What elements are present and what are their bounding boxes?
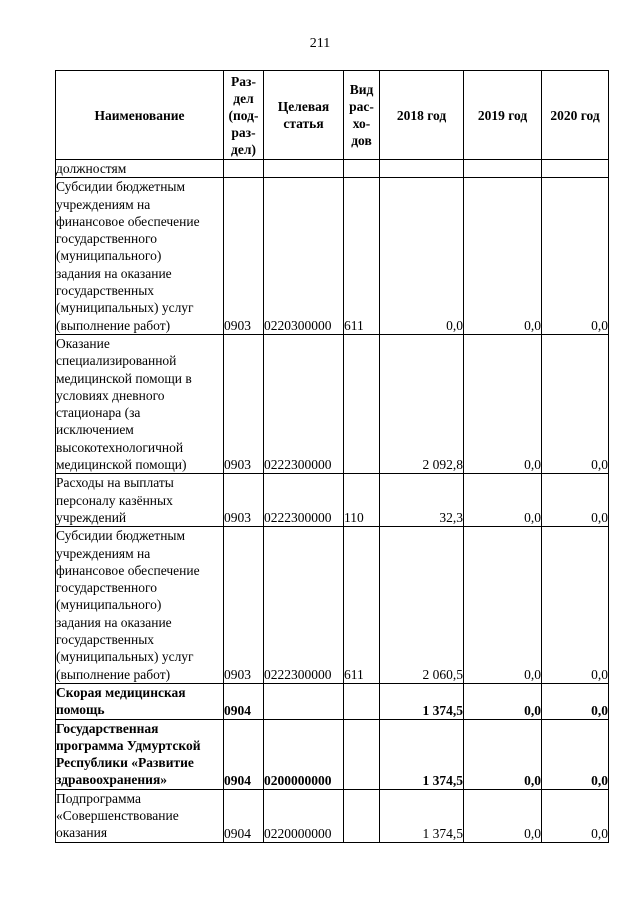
row-2018: 32,3 — [380, 474, 464, 527]
row-type: 611 — [344, 527, 380, 684]
row-name: Подпрограмма «Совершенствование оказания — [56, 789, 224, 842]
row-type — [344, 334, 380, 473]
row-2020: 0,0 — [542, 474, 609, 527]
row-section — [224, 160, 264, 178]
row-2019: 0,0 — [464, 789, 542, 842]
row-target — [264, 160, 344, 178]
table-row — [56, 474, 609, 527]
row-2019: 0,0 — [464, 719, 542, 789]
table-row — [56, 789, 609, 842]
page-number: 211 — [309, 36, 331, 51]
table-row — [56, 178, 609, 335]
row-type — [344, 683, 380, 719]
header-2019: 2019 год — [464, 71, 542, 160]
header-section: Раз- дел (под- раз- дел) — [224, 71, 264, 160]
table-row — [56, 527, 609, 684]
header-2018: 2018 год — [380, 71, 464, 160]
row-section: 0903 — [224, 178, 264, 335]
row-section: 0904 — [224, 719, 264, 789]
row-2018: 1 374,5 — [380, 789, 464, 842]
row-2019: 0,0 — [464, 683, 542, 719]
row-2018: 2 092,8 — [380, 334, 464, 473]
row-type — [344, 719, 380, 789]
row-target: 0222300000 — [264, 474, 344, 527]
row-2019: 0,0 — [464, 527, 542, 684]
header-type: Вид рас- хо- дов — [344, 71, 380, 160]
row-name: Расходы на выплаты персоналу казённых учреждений — [56, 474, 224, 527]
row-type — [344, 160, 380, 178]
row-2018: 1 374,5 — [380, 683, 464, 719]
header-2020: 2020 год — [542, 71, 609, 160]
row-2020: 0,0 — [542, 683, 609, 719]
row-2019: 0,0 — [464, 334, 542, 473]
row-target: 0200000000 — [264, 719, 344, 789]
table-row — [56, 160, 609, 178]
row-2018: 0,0 — [380, 178, 464, 335]
row-name: Государственная программа Удмуртской Республики «Развитие здравоохранения» — [56, 719, 224, 789]
row-name: Субсидии бюджетным учреждениям на финансовое обеспечение государственного (муниципального) задания на оказание государственных (муниципальных) услуг (выполнение работ) — [56, 178, 224, 335]
row-2018: 1 374,5 — [380, 719, 464, 789]
row-section: 0904 — [224, 789, 264, 842]
row-2020: 0,0 — [542, 334, 609, 473]
table-row — [56, 719, 609, 789]
table-row — [56, 683, 609, 719]
row-target: 0222300000 — [264, 334, 344, 473]
row-2020: 0,0 — [542, 719, 609, 789]
row-target: 0222300000 — [264, 527, 344, 684]
budget-table — [55, 70, 609, 843]
row-type: 611 — [344, 178, 380, 335]
header-name: Наименование — [56, 71, 224, 160]
row-2020: 0,0 — [542, 789, 609, 842]
table-body — [56, 160, 609, 843]
row-name: Субсидии бюджетным учреждениям на финансовое обеспечение государственного (муниципального) задания на оказание государственных (муниципальных) услуг (выполнение работ) — [56, 527, 224, 684]
header-target: Целевая статья — [264, 71, 344, 160]
row-target: 0220300000 — [264, 178, 344, 335]
row-target: 0220000000 — [264, 789, 344, 842]
table-row — [56, 334, 609, 473]
row-section: 0903 — [224, 474, 264, 527]
row-section: 0903 — [224, 527, 264, 684]
row-name: Оказание специализированной медицинской помощи в условиях дневного стационара (за исключением высокотехнологичной медицинской помощи) — [56, 334, 224, 473]
row-2018: 2 060,5 — [380, 527, 464, 684]
row-2019: 0,0 — [464, 178, 542, 335]
row-2019 — [464, 160, 542, 178]
row-2020: 0,0 — [542, 178, 609, 335]
row-section: 0904 — [224, 683, 264, 719]
row-2020: 0,0 — [542, 527, 609, 684]
row-type: 110 — [344, 474, 380, 527]
row-name: Скорая медицинская помощь — [56, 683, 224, 719]
row-2018 — [380, 160, 464, 178]
row-type — [344, 789, 380, 842]
row-target — [264, 683, 344, 719]
table-header-row — [56, 71, 609, 160]
row-2020 — [542, 160, 609, 178]
row-2019: 0,0 — [464, 474, 542, 527]
row-section: 0903 — [224, 334, 264, 473]
row-name: должностям — [56, 160, 224, 178]
